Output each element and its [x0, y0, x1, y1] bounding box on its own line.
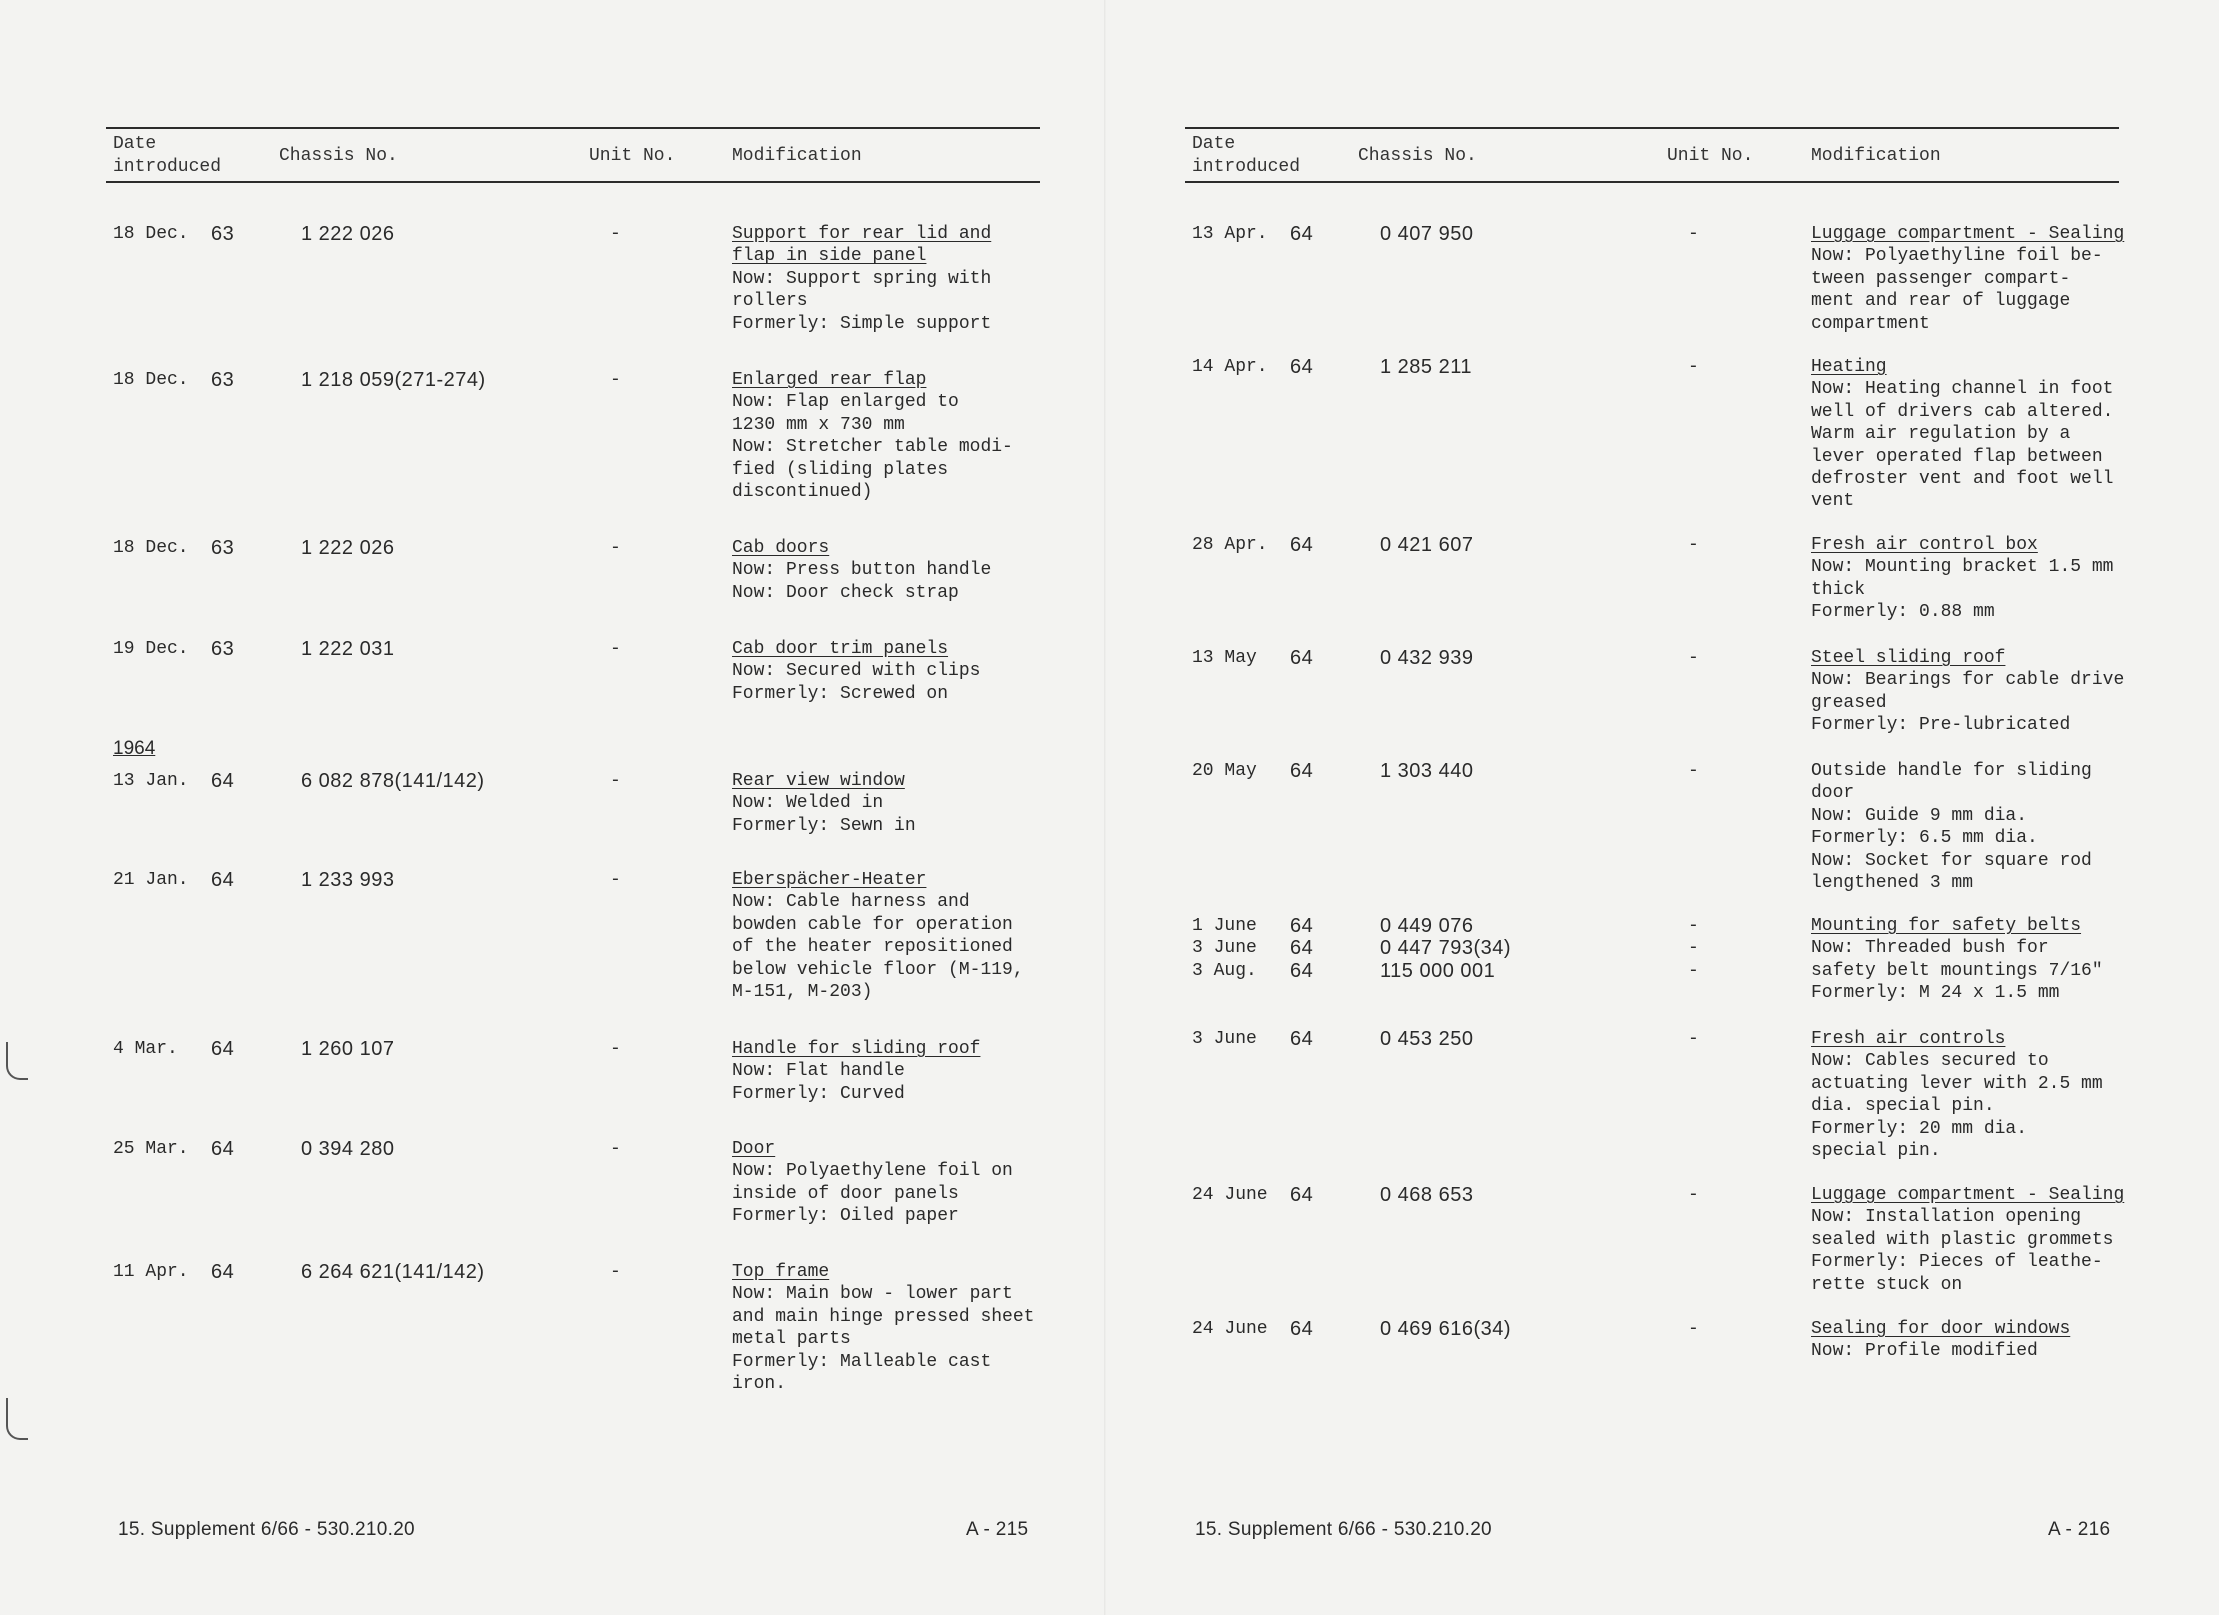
- header-bottom-rule: [1185, 181, 2119, 183]
- modification-detail: 1230 mm x 730 mm: [732, 414, 905, 435]
- modification-detail: Now: Polyaethyline foil be-: [1811, 246, 2103, 267]
- modification-title: Heating: [1811, 357, 1887, 377]
- modification-detail: bowden cable for operation: [732, 914, 1013, 935]
- date-day: 18 Dec.: [113, 538, 189, 558]
- unit-number: -: [1688, 1319, 1699, 1339]
- header-modification: Modification: [732, 146, 862, 166]
- modification-detail: rette stuck on: [1811, 1274, 1963, 1295]
- modification-title: Luggage compartment - Sealing: [1811, 1185, 2125, 1205]
- modification-detail: well of drivers cab altered.: [1811, 401, 2114, 422]
- date-year: 64: [1290, 534, 1314, 556]
- chassis-number: 1 222 026: [301, 537, 395, 559]
- modification-title: Luggage compartment - Sealing: [1811, 224, 2125, 244]
- date-year: 64 64 64: [1290, 915, 1314, 982]
- date-year: 64: [1290, 760, 1314, 782]
- modification-detail: sealed with plastic grommets: [1811, 1229, 2114, 1250]
- unit-number: -: [610, 771, 621, 791]
- unit-number: -: [610, 224, 621, 244]
- date-day: 20 May: [1192, 761, 1257, 781]
- date-day: 4 Mar.: [113, 1039, 178, 1059]
- modification-detail: Now: Main bow - lower part: [732, 1284, 1013, 1305]
- date-day: 14 Apr.: [1192, 357, 1268, 377]
- modification-detail: dia. special pin.: [1811, 1096, 1995, 1117]
- modification-detail: M-151, M-203): [732, 982, 873, 1003]
- unit-number: - - -: [1688, 916, 1699, 981]
- footer-page-number: A - 216: [2048, 1519, 2111, 1540]
- chassis-number: 1 260 107: [301, 1038, 395, 1060]
- header-modification: Modification: [1811, 146, 1941, 166]
- date-year: 64: [211, 1138, 235, 1160]
- date-day: 11 Apr.: [113, 1262, 189, 1282]
- chassis-number: 1 222 031: [301, 638, 395, 660]
- modification-detail: Now: Threaded bush for: [1811, 938, 2049, 959]
- modification-entry: [1811, 1318, 2070, 1363]
- modification-detail: metal parts: [732, 1329, 851, 1350]
- chassis-number: 1 222 026: [301, 223, 395, 245]
- modification-detail: Now: Cable harness and: [732, 892, 970, 913]
- modification-entry: [732, 223, 991, 335]
- unit-number: -: [1688, 1185, 1699, 1205]
- modification-detail: special pin.: [1811, 1141, 1941, 1162]
- modification-title: Enlarged rear flap: [732, 370, 927, 390]
- chassis-number: 1 285 211: [1380, 356, 1472, 378]
- modification-title: Top frame: [732, 1262, 830, 1282]
- date-year: 64: [1290, 223, 1314, 245]
- modification-detail: Formerly: M 24 x 1.5 mm: [1811, 983, 2060, 1004]
- date-year: 64: [1290, 1318, 1314, 1340]
- footer-supplement: 15. Supplement 6/66 - 530.210.20: [118, 1519, 415, 1540]
- date-year: 63: [211, 369, 235, 391]
- modification-detail: Now: Welded in: [732, 793, 884, 814]
- modification-title: Sealing for door windows: [1811, 1319, 2071, 1339]
- modification-detail: lengthened 3 mm: [1811, 873, 1974, 894]
- date-day: 1 June 3 June 3 Aug.: [1192, 916, 1257, 981]
- date-year: 64: [211, 869, 235, 891]
- unit-number: -: [1688, 1029, 1699, 1049]
- left-page: [0, 0, 1109, 1615]
- modification-title: Eberspächer-Heater: [732, 870, 927, 890]
- modification-title: Support for rear lid and flap in side panel: [732, 224, 992, 267]
- header-top-rule: [106, 127, 1040, 129]
- modification-detail: Formerly: 0.88 mm: [1811, 602, 1995, 623]
- modification-detail: inside of door panels: [732, 1183, 959, 1204]
- date-year: 64: [1290, 1028, 1314, 1050]
- modification-detail: Formerly: Oiled paper: [732, 1206, 959, 1227]
- chassis-number: 0 468 653: [1380, 1184, 1474, 1206]
- modification-detail: Now: Polyaethylene foil on: [732, 1161, 1013, 1182]
- modification-detail: Now: Guide 9 mm dia.: [1811, 805, 2028, 826]
- modification-detail: Now: Secured with clips: [732, 661, 981, 682]
- unit-number: -: [610, 870, 621, 890]
- modification-detail: Now: Mounting bracket 1.5 mm: [1811, 557, 2114, 578]
- unit-number: -: [1688, 357, 1699, 377]
- modification-detail: lever operated flap between: [1811, 446, 2103, 467]
- date-year: 63: [211, 638, 235, 660]
- modification-detail: Formerly: Sewn in: [732, 815, 916, 836]
- modification-entry: [1811, 915, 2103, 1005]
- modification-title: Steel sliding roof: [1811, 648, 2006, 668]
- modification-detail: Now: Installation opening: [1811, 1207, 2082, 1228]
- modification-entry: [1811, 647, 2124, 737]
- modification-detail: Formerly: Pieces of leathe-: [1811, 1252, 2103, 1273]
- header-bottom-rule: [106, 181, 1040, 183]
- date-day: 3 June: [1192, 1029, 1257, 1049]
- modification-detail: and main hinge pressed sheet: [732, 1306, 1035, 1327]
- modification-entry: [1811, 1184, 2124, 1296]
- header-date: Date introduced: [113, 134, 222, 177]
- date-day: 13 Jan.: [113, 771, 189, 791]
- modification-detail: Formerly: Pre-lubricated: [1811, 715, 2071, 736]
- modification-title: Handle for sliding roof: [732, 1039, 981, 1059]
- modification-title: Cab doors: [732, 538, 830, 558]
- modification-detail: of the heater repositioned: [732, 937, 1013, 958]
- footer-page-number: A - 215: [966, 1519, 1029, 1540]
- unit-number: -: [1688, 761, 1699, 781]
- chassis-number: 1 303 440: [1380, 760, 1474, 782]
- modification-detail: safety belt mountings 7/16": [1811, 960, 2103, 981]
- chassis-number: 0 421 607: [1380, 534, 1474, 556]
- date-day: 18 Dec.: [113, 370, 189, 390]
- date-day: 24 June: [1192, 1319, 1268, 1339]
- modification-detail: Warm air regulation by a: [1811, 424, 2071, 445]
- date-day: 21 Jan.: [113, 870, 189, 890]
- chassis-number: 0 394 280: [301, 1138, 395, 1160]
- modification-detail: Formerly: Screwed on: [732, 683, 949, 704]
- modification-detail: compartment: [1811, 313, 1930, 334]
- modification-title: Outside handle for sliding door: [1811, 761, 2092, 804]
- date-day: 19 Dec.: [113, 639, 189, 659]
- modification-title: Fresh air control box: [1811, 535, 2038, 555]
- chassis-number: 1 233 993: [301, 869, 395, 891]
- modification-detail: vent: [1811, 491, 1855, 512]
- date-day: 25 Mar.: [113, 1139, 189, 1159]
- date-year: 63: [211, 537, 235, 559]
- unit-number: -: [1688, 648, 1699, 668]
- modification-detail: Now: Heating channel in foot: [1811, 379, 2114, 400]
- modification-detail: thick: [1811, 579, 1866, 600]
- modification-detail: Now: Bearings for cable drive: [1811, 670, 2125, 691]
- header-unit: Unit No.: [1667, 146, 1754, 166]
- chassis-number: 0 469 616(34): [1380, 1318, 1512, 1340]
- modification-detail: tween passenger compart-: [1811, 268, 2071, 289]
- date-year: 64: [1290, 647, 1314, 669]
- modification-entry: [732, 770, 916, 837]
- modification-entry: [1811, 534, 2113, 624]
- chassis-number: 0 432 939: [1380, 647, 1474, 669]
- modification-detail: Formerly: Malleable cast: [732, 1351, 992, 1372]
- unit-number: -: [610, 1139, 621, 1159]
- chassis-number: 0 449 076 0 447 793(34) 115 000 001: [1380, 915, 1512, 982]
- modification-detail: defroster vent and foot well: [1811, 469, 2114, 490]
- header-top-rule: [1185, 127, 2119, 129]
- chassis-number: 0 453 250: [1380, 1028, 1474, 1050]
- right-page: [1109, 0, 2219, 1615]
- modification-entry: [732, 1138, 1013, 1228]
- date-year: 63: [211, 223, 235, 245]
- modification-detail: Now: Profile modified: [1811, 1341, 2038, 1362]
- modification-title: Fresh air controls: [1811, 1029, 2006, 1049]
- modification-detail: Formerly: 6.5 mm dia.: [1811, 828, 2038, 849]
- modification-detail: ment and rear of luggage: [1811, 291, 2071, 312]
- modification-detail: Now: Flap enlarged to: [732, 392, 959, 413]
- modification-detail: fied (sliding plates: [732, 459, 949, 480]
- unit-number: -: [610, 538, 621, 558]
- date-year: 64: [1290, 1184, 1314, 1206]
- unit-number: -: [610, 370, 621, 390]
- header-chassis: Chassis No.: [1358, 146, 1477, 166]
- chassis-number: 6 264 621(141/142): [301, 1261, 485, 1283]
- modification-detail: Now: Door check strap: [732, 582, 959, 603]
- date-day: 18 Dec.: [113, 224, 189, 244]
- header-chassis: Chassis No.: [279, 146, 398, 166]
- modification-detail: below vehicle floor (M-119,: [732, 959, 1024, 980]
- modification-detail: discontinued): [732, 482, 873, 503]
- modification-detail: Formerly: Curved: [732, 1083, 905, 1104]
- modification-detail: Formerly: 20 mm dia.: [1811, 1118, 2028, 1139]
- unit-number: -: [610, 1262, 621, 1282]
- header-unit: Unit No.: [589, 146, 676, 166]
- modification-entry: [732, 1038, 980, 1105]
- modification-detail: Formerly: Simple support: [732, 313, 992, 334]
- year-heading: 1964: [113, 738, 156, 759]
- unit-number: -: [610, 1039, 621, 1059]
- modification-detail: rollers: [732, 291, 808, 312]
- modification-detail: Now: Support spring with: [732, 268, 992, 289]
- date-year: 64: [1290, 356, 1314, 378]
- modification-detail: Now: Press button handle: [732, 560, 992, 581]
- modification-entry: [1811, 356, 2113, 513]
- date-day: 24 June: [1192, 1185, 1268, 1205]
- modification-entry: [1811, 223, 2124, 335]
- modification-title: Door: [732, 1139, 776, 1159]
- chassis-number: 1 218 059(271-274): [301, 369, 486, 391]
- date-year: 64: [211, 1038, 235, 1060]
- modification-entry: [732, 638, 980, 705]
- modification-entry: [732, 537, 991, 604]
- unit-number: -: [1688, 535, 1699, 555]
- modification-entry: [732, 869, 1024, 1003]
- modification-title: Mounting for safety belts: [1811, 916, 2082, 936]
- modification-title: Rear view window: [732, 771, 905, 791]
- scan-artifact: [6, 1398, 28, 1440]
- header-date: Date introduced: [1192, 134, 1301, 177]
- modification-entry: [1811, 760, 2092, 894]
- date-day: 13 Apr.: [1192, 224, 1268, 244]
- modification-detail: Now: Socket for square rod: [1811, 850, 2092, 871]
- modification-detail: Now: Flat handle: [732, 1061, 905, 1082]
- modification-detail: Now: Stretcher table modi-: [732, 437, 1013, 458]
- modification-entry: [732, 369, 1013, 503]
- modification-title: Cab door trim panels: [732, 639, 949, 659]
- modification-detail: iron.: [732, 1374, 787, 1395]
- chassis-number: 0 407 950: [1380, 223, 1474, 245]
- modification-detail: Now: Cables secured to: [1811, 1051, 2049, 1072]
- modification-detail: actuating lever with 2.5 mm: [1811, 1073, 2103, 1094]
- date-year: 64: [211, 1261, 235, 1283]
- date-year: 64: [211, 770, 235, 792]
- date-day: 13 May: [1192, 648, 1257, 668]
- scan-artifact: [6, 1042, 28, 1080]
- modification-detail: greased: [1811, 692, 1887, 713]
- unit-number: -: [610, 639, 621, 659]
- unit-number: -: [1688, 224, 1699, 244]
- date-day: 28 Apr.: [1192, 535, 1268, 555]
- footer-supplement: 15. Supplement 6/66 - 530.210.20: [1195, 1519, 1492, 1540]
- chassis-number: 6 082 878(141/142): [301, 770, 485, 792]
- modification-entry: [732, 1261, 1034, 1395]
- modification-entry: [1811, 1028, 2103, 1162]
